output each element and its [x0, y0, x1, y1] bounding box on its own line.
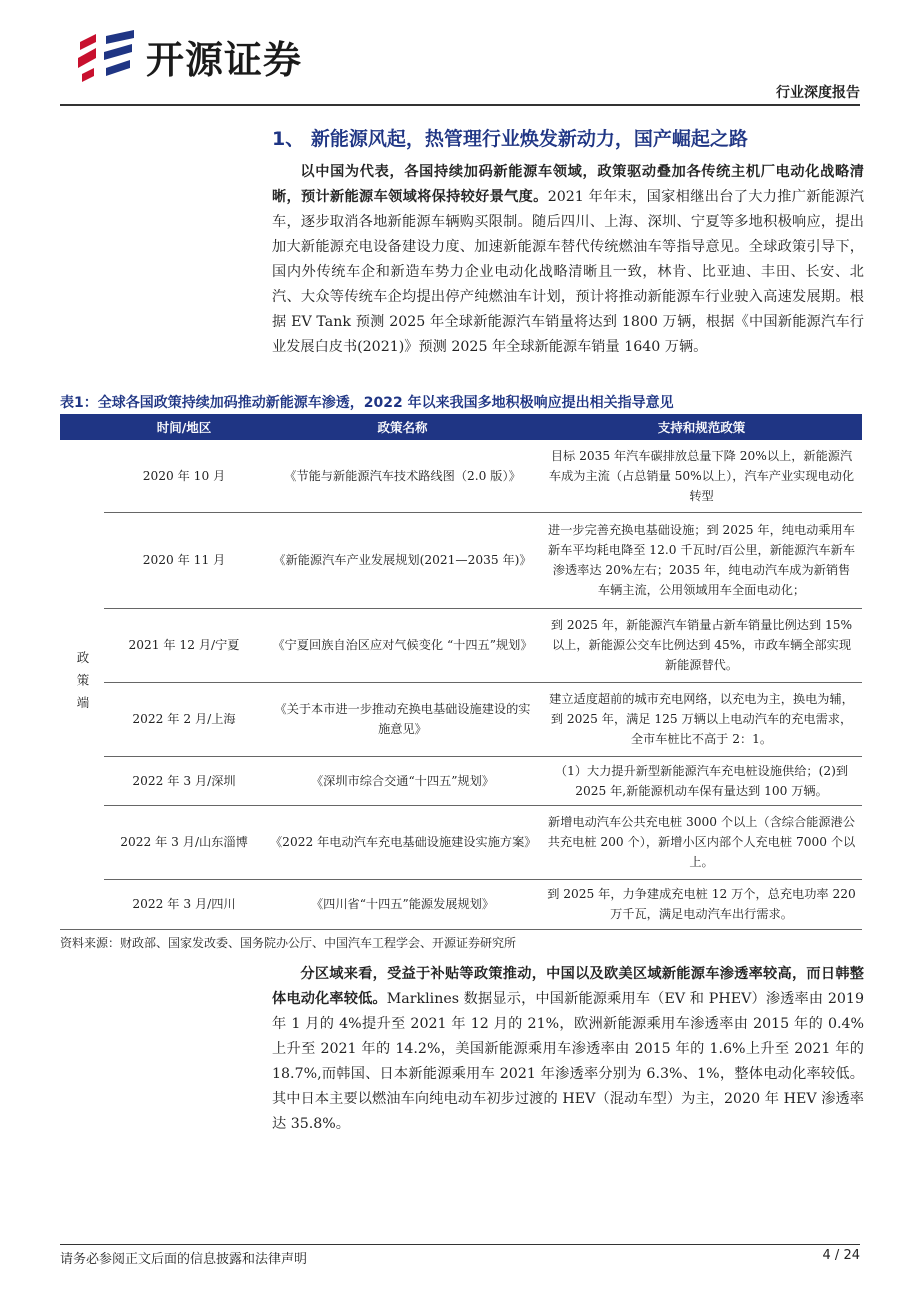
cell-policy: 建立适度超前的城市充电网络，以充电为主，换电为辅，到 2025 年，满足 125 万辆以上电动汽车的充电需求，全市车桩比不高于 2：1。: [541, 682, 862, 756]
cell-time: 2022 年 3 月/山东淄博: [104, 805, 264, 879]
paragraph-1: [272, 160, 864, 360]
cell-name: 《深圳市综合交通“十四五”规划》: [264, 756, 541, 805]
header-time: 时间/地区: [104, 414, 264, 440]
footer-divider: [60, 1244, 860, 1245]
header-policy: 支持和规范政策: [541, 414, 862, 440]
cell-policy: （1）大力提升新型新能源汽车充电桩设施供给；(2)到 2025 年,新能源机动车保有量达到 100 万辆。: [541, 756, 862, 805]
paragraph-2-body: Marklines 数据显示，中国新能源乘用车（EV 和 PHEV）渗透率由 2019 年 1 月的 4%提升至 2021 年 12 月的 21%，欧洲新能源乘用车渗透率由 2015 年的 0.4%上升至 2021 年的 14.2%，美国新能源乘用车渗透率由 2015 年的 1.6%上升至 2021 年的 18.7%,而韩国、日本新能源乘用车 2021 年渗透率分别为 6.3%、1%，整体电动化率较低。其中日本主要以燃油车向纯电动车初步过渡的 HEV（混动车型）为主，2020 年 HEV 渗透率达 35.8%。: [272, 991, 864, 1132]
cell-time: 2021 年 12 月/宁夏: [104, 608, 264, 682]
cell-time: 2020 年 10 月: [104, 440, 264, 512]
cell-policy: 目标 2035 年汽车碳排放总量下降 20%以上，新能源汽车成为主流（占总销量 50%以上），汽车产业实现电动化转型: [541, 440, 862, 512]
cell-time: 2020 年 11 月: [104, 512, 264, 608]
cell-name: 《2022 年电动汽车充电基础设施建设实施方案》: [264, 805, 541, 879]
cell-policy: 进一步完善充换电基础设施；到 2025 年，纯电动乘用车新车平均耗电降至 12.0 千瓦时/百公里，新能源汽车新车渗透率达 20%左右；2035 年，纯电动汽车成为新销售车辆主流，公用领域用车全面电动化；: [541, 512, 862, 608]
cell-time: 2022 年 3 月/深圳: [104, 756, 264, 805]
page-number: 4 / 24: [822, 1248, 860, 1263]
cell-name: 《四川省“十四五”能源发展规划》: [264, 879, 541, 929]
paragraph-1-lead: 以中国为代表，各国持续加码新能源车领域，政策驱动叠加各传统主机厂电动化战略清晰，预计新能源车领域将保持较好景气度。: [272, 164, 864, 205]
paragraph-1-body: 2021 年年末，国家相继出台了大力推广新能源汽车，逐步取消各地新能源车辆购买限制。随后四川、上海、深圳、宁夏等多地积极响应，提出加大新能源充电设备建设力度、加速新能源车替代传统燃油车等指导意见。全球政策引导下，国内外传统车企和新造车势力企业电动化战略清晰且一致，林肯、比亚迪、丰田、长安、北汽、大众等传统车企均提出停产纯燃油车计划，预计将推动新能源车行业驶入高速发展期。根据 EV Tank 预测 2025 年全球新能源汽车销量将达到 1800 万辆，根据《中国新能源汽车行业发展白皮书(2021)》预测 2025 年全球新能源车销量 1640 万辆。: [272, 189, 864, 355]
table-row: [60, 608, 862, 682]
footer-disclaimer: 请务必参阅正文后面的信息披露和法律声明: [60, 1252, 308, 1267]
header-divider: [60, 104, 860, 106]
brand-logo: [76, 28, 302, 84]
paragraph-2-lead: 分区域来看，受益于补贴等政策推动，中国以及欧美区域新能源车渗透率较高，而日韩整体电动化率较低。: [272, 966, 864, 1007]
report-type: 行业深度报告: [776, 85, 860, 101]
table-row: [60, 512, 862, 608]
cell-name: 《新能源汽车产业发展规划(2021—2035 年)》: [264, 512, 541, 608]
side-label: 政策端: [60, 440, 104, 929]
table-row: [60, 879, 862, 929]
cell-name: 《关于本市进一步推动充换电基础设施建设的实施意见》: [264, 682, 541, 756]
brand-name: 开源证券: [146, 37, 303, 82]
section-title: 1、 新能源风起，热管理行业焕发新动力，国产崛起之路: [272, 128, 748, 150]
cell-name: 《宁夏回族自治区应对气候变化 “十四五”规划》: [264, 608, 541, 682]
table-caption: 表1：全球各国政策持续加码推动新能源车渗透，2022 年以来我国多地积极响应提出相关指导意见: [60, 395, 674, 411]
table-source: 资料来源：财政部、国家发改委、国务院办公厅、中国汽车工程学会、开源证券研究所: [60, 936, 517, 950]
table-row: [60, 682, 862, 756]
cell-policy: 到 2025 年，新能源汽车销量占新车销量比例达到 15%以上，新能源公交车比例达到 45%，市政车辆全部实现新能源替代。: [541, 608, 862, 682]
table-header-row: [60, 414, 862, 440]
cell-policy: 新增电动汽车公共充电桩 3000 个以上（含综合能源港公共充电桩 200 个），新增小区内部个人充电桩 7000 个以上。: [541, 805, 862, 879]
cell-name: 《节能与新能源汽车技术路线图（2.0 版）》: [264, 440, 541, 512]
header-name: 政策名称: [264, 414, 541, 440]
table-row: [60, 756, 862, 805]
table-row: [60, 440, 862, 512]
brand-logo-icon: [76, 28, 138, 84]
cell-time: 2022 年 3 月/四川: [104, 879, 264, 929]
policy-table: [60, 414, 862, 930]
cell-policy: 到 2025 年，力争建成充电桩 12 万个，总充电功率 220 万千瓦，满足电动汽车出行需求。: [541, 879, 862, 929]
header-side: [60, 414, 104, 440]
cell-time: 2022 年 2 月/上海: [104, 682, 264, 756]
table-row: [60, 805, 862, 879]
paragraph-2: [272, 962, 864, 1137]
